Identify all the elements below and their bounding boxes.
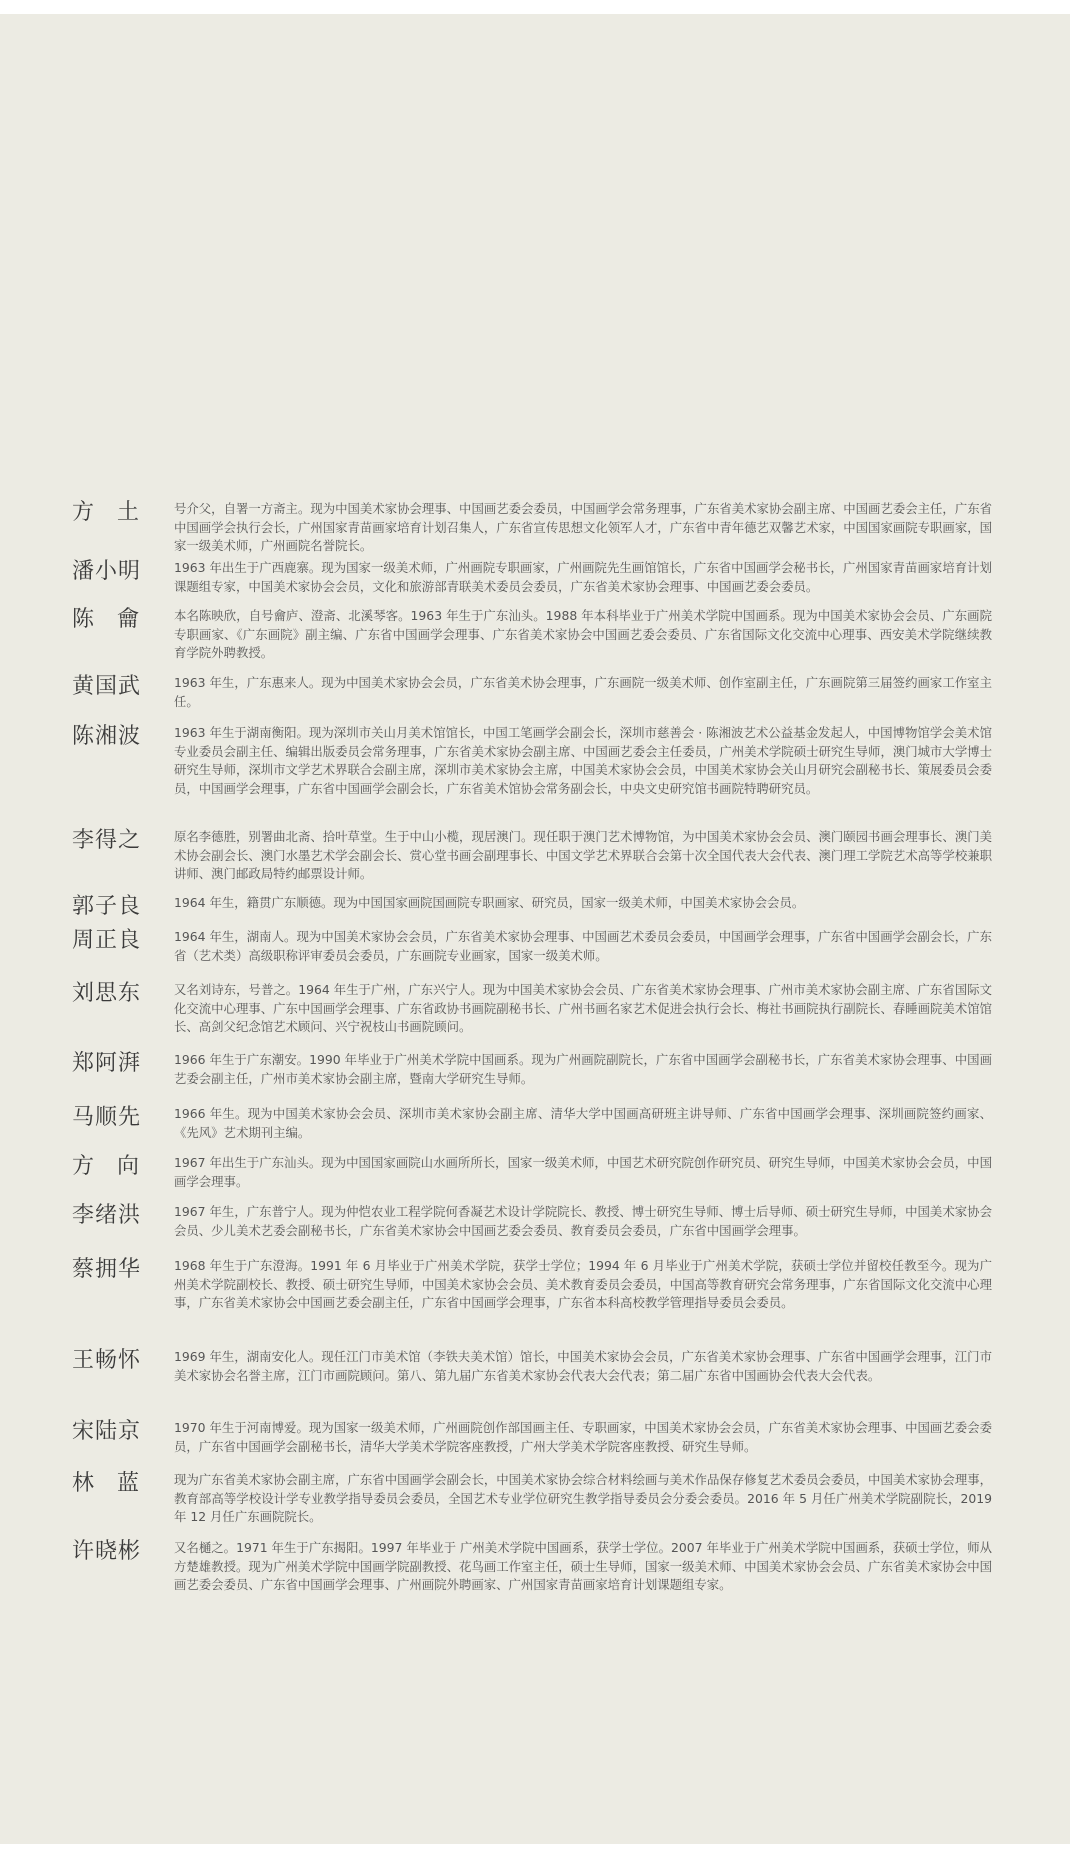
- artist-name: [72, 1469, 140, 1499]
- artist-name: 陈湘波: [72, 724, 142, 749]
- list-item: [72, 894, 992, 928]
- artist-name: 潘小明: [72, 559, 142, 584]
- artist-bio: 1968 年生于广东澄海。1991 年 6 月毕业于广州美术学院，获学士学位；1994 年 6 月毕业于广州美术学院，获硕士学位并留校任教至今。现为广州美术学院副校长、教授、硕士研究生导师，中国美术家协会会员、美术教育委员会委员，中国高等教育研究会常务理事，广东省国际文化交流中心理事，广东省美术家协会中国画艺委会副主任，广东省中国画学会理事，广东省本科高校教学管理指导委员会委员。: [174, 1258, 992, 1311]
- artist-name: [72, 498, 140, 528]
- list-item: [72, 1419, 992, 1471]
- artist-name: 李得之: [72, 828, 142, 853]
- artist-bio: 又名刘诗东，号普之。1964 年生于广州，广东兴宁人。现为中国美术家协会会员、广东省美术家协会理事、广州市美术家协会副主席、广东省国际文化交流中心理事、广东中国画学会理事、广东省政协书画院副秘书长、广州书画名家艺术促进会执行会长、梅社书画院执行副院长、春睡画院美术馆馆长、高剑父纪念馆艺术顾问、兴宁祝枝山书画院顾问。: [174, 982, 992, 1035]
- list-item: [72, 928, 992, 981]
- content-panel: [0, 14, 1070, 1844]
- list-item: [72, 1051, 992, 1105]
- artist-bio: 1963 年出生于广西鹿寨。现为国家一级美术师，广州画院专职画家，广州画院先生画馆馆长，广东省中国画学会秘书长，广州国家青苗画家培育计划课题组专家，中国美术家协会会员，文化和旅游部青联美术委员会委员，广东省美术家协会理事、中国画艺委会委员。: [174, 560, 992, 594]
- list-item: [72, 1105, 992, 1154]
- artist-bio: 又名樋之。1971 年生于广东揭阳。1997 年毕业于 广州美术学院中国画系，获学士学位。2007 年毕业于广州美术学院中国画系，获硕士学位，师从方楚雄教授。现为广州美术学院中国画学院副教授、花鸟画工作室主任，硕士生导师，国家一级美术师、中国美术家协会会员、广东省美术家协会中国画艺委会委员、广东省中国画学会理事、广州画院外聘画家、广州国家青苗画家培育计划课题组专家。: [174, 1540, 992, 1593]
- list-item: [72, 1348, 992, 1419]
- artist-name: 王畅怀: [72, 1348, 142, 1373]
- artist-bio: 1967 年生，广东普宁人。现为仲恺农业工程学院何香凝艺术设计学院院长、教授、博士研究生导师、博士后导师、硕士研究生导师，中国美术家协会会员、少儿美术艺委会副秘书长，广东省美术家协会中国画艺委会委员、教育委员会委员，广东省中国画学会理事。: [174, 1204, 992, 1238]
- list-item: [72, 559, 992, 607]
- artist-bio: 现为广东省美术家协会副主席，广东省中国画学会副会长，中国美术家协会综合材料绘画与美术作品保存修复艺术委员会委员，中国美术家协会理事，教育部高等学校设计学专业教学指导委员会委员，全国艺术专业学位研究生教学指导委员会分委会委员。2016 年 5 月任广州美术学院副院长，2019 年 12 月任广东画院院长。: [174, 1472, 992, 1525]
- artist-bio: 1966 年生于广东潮安。1990 年毕业于广州美术学院中国画系。现为广州画院副院长，广东省中国画学会副秘书长，广东省美术家协会理事、中国画艺委会副主任，广州市美术家协会副主席，暨南大学研究生导师。: [174, 1052, 992, 1086]
- artist-name: 李绪洪: [72, 1203, 142, 1228]
- artist-name-char-1: 方: [72, 500, 96, 525]
- list-item: [72, 674, 992, 724]
- artist-bio: 1963 年生，广东惠来人。现为中国美术家协会会员，广东省美术协会理事，广东画院一级美术师、创作室副主任，广东画院第三届签约画家工作室主任。: [174, 675, 992, 709]
- list-item: [72, 1203, 992, 1257]
- artist-name: 宋陆京: [72, 1419, 142, 1444]
- artist-name-char-1: 陈: [72, 607, 96, 632]
- list-item: [72, 1154, 992, 1203]
- artist-name: 刘思东: [72, 981, 142, 1006]
- artist-bio: 1970 年生于河南博爱。现为国家一级美术师，广州画院创作部国画主任、专职画家，中国美术家协会会员，广东省美术家协会理事、中国画艺委会委员，广东省中国画学会副秘书长，清华大学美术学院客座教授，广州大学美术学院客座教授、研究生导师。: [174, 1420, 992, 1454]
- list-item: [72, 1471, 992, 1539]
- artist-name: 黄国武: [72, 674, 142, 699]
- artist-bio: 本名陈映欣，自号龠庐、澄斋、北溪琴客。1963 年生于广东汕头。1988 年本科毕业于广州美术学院中国画系。现为中国美术家协会会员、广东画院专职画家、《广东画院》副主编、广东省中国画学会理事、广东省美术家协会中国画艺委会委员、广东省国际文化交流中心理事、西安美术学院继续教育学院外聘教授。: [174, 608, 992, 661]
- artist-bio: 1963 年生于湖南衡阳。现为深圳市关山月美术馆馆长，中国工笔画学会副会长，深圳市慈善会 · 陈湘波艺术公益基金发起人，中国博物馆学会美术馆专业委员会副主任、编辑出版委员会常务理事，广东省美术家协会副主席、中国画艺委会主任委员，广州美术学院硕士研究生导师，澳门城市大学博士研究生导师，深圳市文学艺术界联合会副主席，深圳市美术家协会主席，中国美术家协会会员，中国美术家协会关山月研究会副秘书长、策展委员会委员，中国画学会理事，广东省中国画学会副会长，广东省美术馆协会常务副会长，中央文史研究馆书画院特聘研究员。: [174, 725, 992, 796]
- artist-name-char-2: 土: [116, 500, 140, 525]
- artist-name-char-1: 方: [72, 1154, 96, 1179]
- artist-name: 马顺先: [72, 1105, 142, 1130]
- artist-name-char-2: 蓝: [116, 1471, 140, 1496]
- artist-bio: 1967 年出生于广东汕头。现为中国国家画院山水画所所长，国家一级美术师，中国艺术研究院创作研究员、研究生导师，中国美术家协会会员，中国画学会理事。: [174, 1155, 992, 1189]
- artist-name: 周正良: [72, 928, 142, 953]
- artist-name: [72, 1152, 140, 1182]
- artist-name-char-2: 向: [116, 1154, 140, 1179]
- list-item: [72, 724, 992, 828]
- list-item: [72, 1257, 992, 1348]
- list-item: [72, 607, 992, 674]
- artist-bio: 1966 年生。现为中国美术家协会会员、深圳市美术家协会副主席、清华大学中国画高研班主讲导师、广东省中国画学会理事、深圳画院签约画家、《先风》艺术期刊主编。: [174, 1106, 992, 1140]
- artist-name: 蔡拥华: [72, 1257, 142, 1282]
- list-item: [72, 500, 992, 559]
- artist-bio: 1964 年生，湖南人。现为中国美术家协会会员，广东省美术家协会理事、中国画艺术委员会委员，中国画学会理事，广东省中国画学会副会长，广东省（艺术类）高级职称评审委员会委员，广东画院专业画家，国家一级美术师。: [174, 929, 992, 963]
- artist-name: 郭子良: [72, 894, 142, 919]
- artist-name: 郑阿湃: [72, 1051, 142, 1076]
- artist-bio: 1964 年生，籍贯广东顺德。现为中国国家画院国画院专职画家、研究员，国家一级美术师，中国美术家协会会员。: [174, 895, 805, 910]
- artist-name: [72, 605, 140, 635]
- artist-name-char-2: 龠: [116, 607, 140, 632]
- artist-bio: 原名李德胜，别署曲北斋、拾叶草堂。生于中山小榄，现居澳门。现任职于澳门艺术博物馆，为中国美术家协会会员、澳门颐园书画会理事长、澳门美术协会副会长、澳门水墨艺术学会副会长、赏心堂书画会副理事长、中国文学艺术界联合会第十次全国代表大会代表、澳门理工学院艺术高等学校兼职讲师、澳门邮政局特约邮票设计师。: [174, 829, 992, 882]
- artist-list: [72, 500, 992, 1609]
- artist-name-char-1: 林: [72, 1471, 96, 1496]
- list-item: [72, 981, 992, 1051]
- artist-bio: 号介父，自署一方斋主。现为中国美术家协会理事、中国画艺委会委员，中国画学会常务理事，广东省美术家协会副主席、中国画艺委会主任，广东省中国画学会执行会长，广州国家青苗画家培育计划召集人，广东省宣传思想文化领军人才，广东省中青年德艺双馨艺术家，中国国家画院专职画家，国家一级美术师，广州画院名誉院长。: [174, 501, 992, 554]
- list-item: [72, 828, 992, 894]
- artist-name: 许晓彬: [72, 1539, 142, 1564]
- artist-bio: 1969 年生，湖南安化人。现任江门市美术馆（李铁夫美术馆）馆长，中国美术家协会会员，广东省美术家协会理事、广东省中国画学会理事，江门市美术家协会名誉主席，江门市画院顾问。第八、第九届广东省美术家协会代表大会代表；第二届广东省中国画协会代表大会代表。: [174, 1349, 992, 1383]
- list-item: [72, 1539, 992, 1609]
